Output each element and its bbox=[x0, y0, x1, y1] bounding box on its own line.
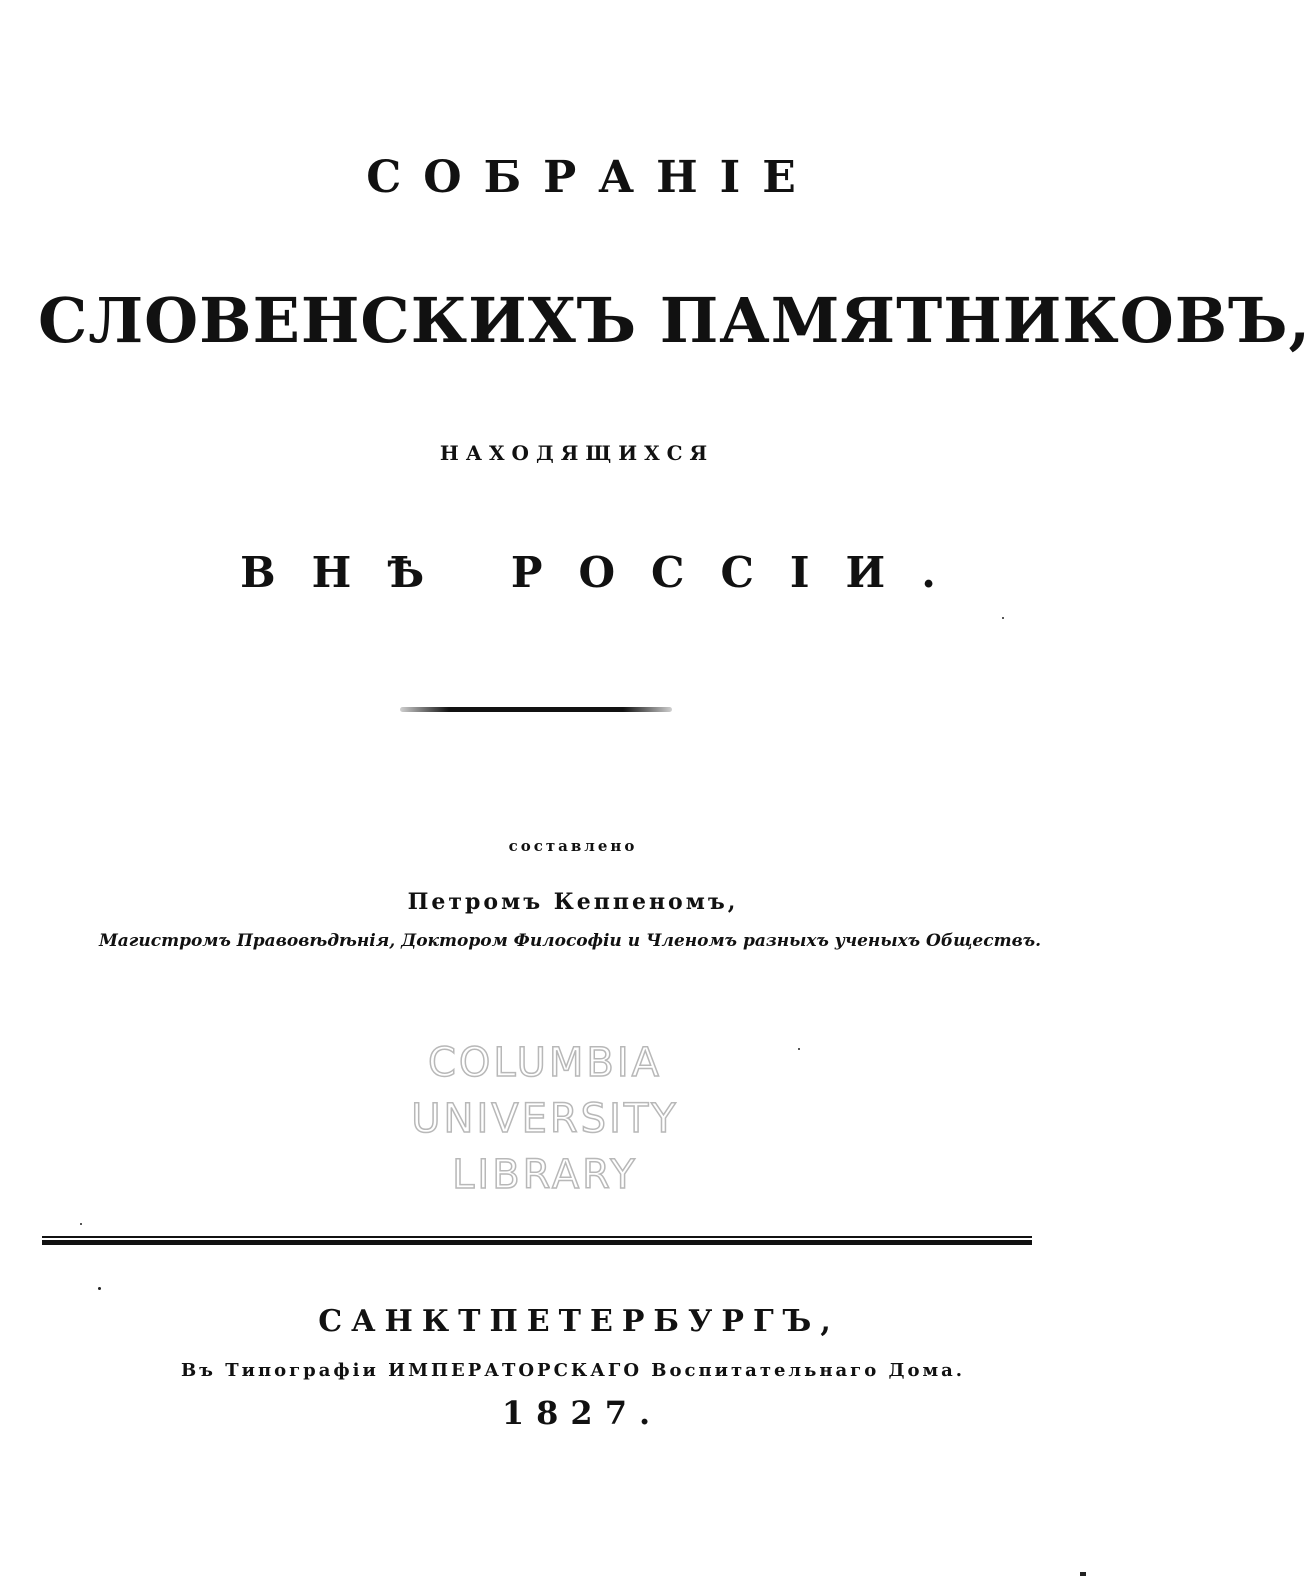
scan-speck bbox=[798, 1048, 800, 1050]
scan-speck bbox=[1080, 1572, 1086, 1576]
rule-thin-line bbox=[42, 1236, 1032, 1238]
decorative-rule-short bbox=[400, 707, 672, 712]
imprint-year: 1827. bbox=[501, 1394, 663, 1432]
library-stamp bbox=[410, 1035, 680, 1203]
scan-speck bbox=[80, 1223, 82, 1225]
decorative-rule-double bbox=[42, 1236, 1032, 1244]
title-line-2: СЛОВЕНСКИХЪ ПАМЯТНИКОВЪ, bbox=[38, 284, 1311, 357]
scan-speck bbox=[98, 1287, 101, 1290]
title-line-1: СОБРАНІЕ bbox=[366, 152, 818, 203]
rule-thick-line bbox=[42, 1240, 1032, 1245]
title-line-4: ВНѢ РОССІИ. bbox=[240, 548, 972, 597]
stamp-line-1: COLUMBIA bbox=[427, 1040, 663, 1086]
imprint-city: САНКТПЕТЕРБУРГЪ, bbox=[318, 1304, 840, 1339]
stamp-line-3: LIBRARY bbox=[452, 1152, 638, 1198]
compiled-by-label: составлено bbox=[508, 837, 638, 855]
scan-speck bbox=[1002, 617, 1004, 619]
imprint-press: Въ Типографіи ИМПЕРАТОРСКАГО Воспитательнаго Дома. bbox=[180, 1360, 966, 1381]
title-line-3: НАХОДЯЩИХСЯ bbox=[439, 441, 715, 465]
author-credentials: Магистромъ Правовѣдѣнія, Доктором Философіи и Членомъ разныхъ ученыхъ Обществъ. bbox=[98, 931, 1042, 951]
author-name: Петромъ Кеппеномъ, bbox=[407, 889, 739, 915]
stamp-line-2: UNIVERSITY bbox=[411, 1096, 679, 1142]
